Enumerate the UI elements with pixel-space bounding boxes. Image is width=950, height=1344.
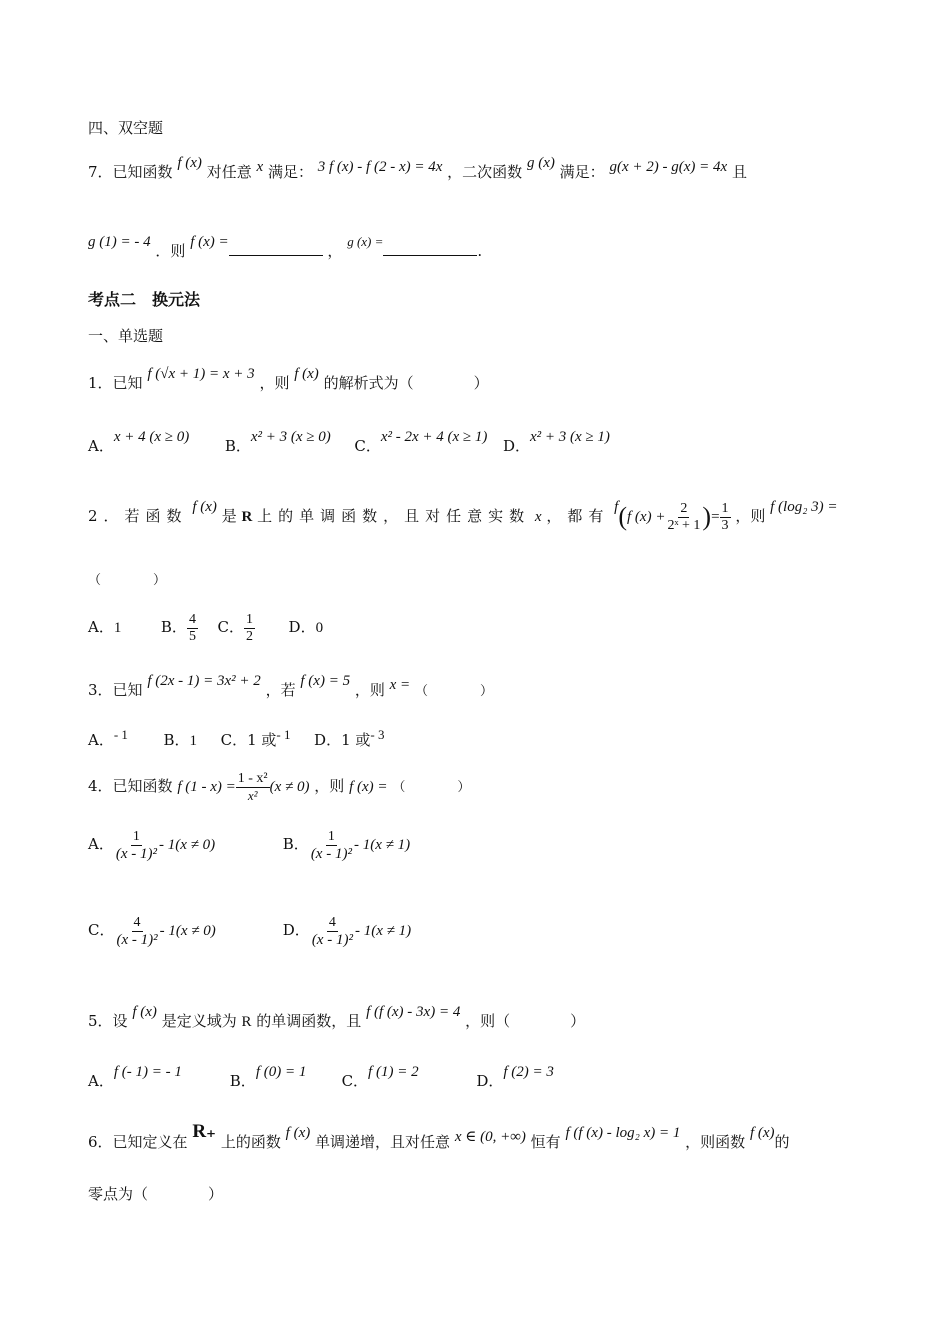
option-expr: 0: [315, 620, 324, 636]
q3-given: f (2x - 1) = 3x² + 2: [147, 673, 261, 689]
q1-stem: [88, 366, 489, 394]
option-expr: - 1(x ≠ 0): [159, 923, 216, 939]
q7-text: ，二次函数: [447, 163, 523, 181]
q4-options-row1: [88, 822, 410, 867]
option-label: C．: [220, 731, 248, 749]
option-label: B．: [229, 1072, 256, 1090]
q5-option-a[interactable]: [88, 1064, 225, 1092]
q4-paren: （ ）: [392, 780, 471, 795]
option-expr: f (2) = 3: [503, 1064, 554, 1080]
q7-text: 满足：: [559, 163, 605, 181]
frac-numerator: 1: [132, 828, 140, 844]
q6-fx2: f (x): [749, 1125, 775, 1141]
q3-text: ，若: [265, 681, 296, 699]
q5-option-b[interactable]: [229, 1064, 337, 1092]
q1-number: 1．已知: [88, 374, 143, 392]
q6-domain: x ∈ (0, +∞): [454, 1129, 526, 1145]
q7-gx-ask: g (x) =: [347, 234, 384, 249]
q1-fx: f (x): [294, 366, 319, 382]
q2-f-outer: f: [614, 499, 619, 515]
q2-option-c[interactable]: [217, 611, 255, 644]
q2-open-paren: (: [618, 502, 627, 531]
option-label: B．: [224, 437, 251, 455]
frac-numerator: 2: [680, 500, 688, 516]
q7-number: 7．已知函数: [88, 163, 173, 181]
option-expr: - 1(x ≠ 1): [354, 923, 412, 939]
option-expr: 1: [189, 733, 198, 749]
q3-stem: [88, 673, 493, 702]
frac-denominator: 2: [245, 628, 253, 644]
q4-option-b[interactable]: [282, 828, 411, 862]
q2-text: 上的单调函数，且对任意实数: [257, 507, 531, 525]
q6-fx: f (x): [285, 1125, 311, 1141]
q2-x: x: [534, 509, 542, 525]
q7-fx-ask: f (x) =: [190, 234, 229, 250]
q5-number: 5．设: [88, 1012, 128, 1030]
frac-numerator: 1 - x²: [237, 770, 268, 786]
option-frac: [114, 829, 159, 862]
q1-option-d[interactable]: [502, 429, 610, 455]
q1-text: ，则: [259, 374, 290, 392]
q7-period: .: [477, 242, 483, 260]
q2-number: 2．若函数: [88, 507, 188, 525]
q5-fx: f (x): [132, 1004, 157, 1020]
option-expr: - 1: [113, 727, 128, 742]
q3-options: [88, 727, 385, 751]
q1-text: 的解析式为（ ）: [323, 374, 489, 392]
option-label: D．: [502, 437, 530, 455]
frac-numerator: 1: [245, 611, 253, 627]
option-label: A．: [88, 835, 114, 853]
frac-denominator: (x - 1)²: [311, 931, 353, 948]
frac-denominator: 5: [188, 628, 196, 644]
frac-numerator: 4: [133, 914, 141, 930]
option-expr: f (- 1) = - 1: [113, 1064, 182, 1080]
option-label: C．: [354, 437, 381, 455]
q2-frac: [665, 501, 702, 534]
option-expr: f (1) = 2: [368, 1064, 419, 1080]
q7-gx: g (x): [526, 155, 555, 171]
q2-inner: f (x) +: [627, 509, 666, 525]
q7-eq2: g(x + 2) - g(x) = 4x: [609, 159, 728, 175]
option-value: - 3: [370, 727, 385, 742]
q7-fx: f (x): [177, 155, 202, 171]
q2-ask: f (log₂ 3) =: [770, 499, 838, 515]
q6-text: 上的函数: [220, 1133, 281, 1151]
q4-stem: [88, 764, 470, 810]
option-label: B．: [282, 835, 309, 853]
q2-option-a[interactable]: [88, 618, 121, 636]
option-expr: x² + 3 (x ≥ 0): [250, 429, 331, 445]
option-expr: f (0) = 1: [255, 1064, 307, 1080]
q7-blank-2[interactable]: [383, 241, 477, 256]
option-expr: x + 4 (x ≥ 0): [113, 429, 190, 445]
option-label: D．: [288, 618, 316, 636]
q2-close-paren: ): [702, 502, 712, 531]
q6-text: 恒有: [530, 1133, 561, 1151]
option-label: D．: [314, 731, 342, 749]
q5-stem: [88, 1004, 586, 1032]
frac-denominator: x²: [247, 787, 258, 803]
option-expr: 1 或: [341, 731, 371, 749]
option-label: B．: [163, 731, 190, 749]
q4-lhs: f (1 - x) =: [177, 779, 236, 795]
q7-comma: ，: [327, 242, 343, 260]
q4-ask: f (x) =: [349, 779, 388, 795]
option-frac: [310, 915, 355, 948]
frac-numerator: 4: [188, 611, 196, 627]
option-expr: 1 或: [247, 731, 277, 749]
q1-given: f (√x + 1) = x + 3: [147, 366, 255, 382]
option-expr: x² + 3 (x ≥ 1): [529, 429, 610, 445]
q2-fx: f (x): [192, 499, 217, 515]
q6-text: 单调递增，且对任意: [315, 1133, 451, 1151]
q5-option-c[interactable]: [341, 1064, 472, 1092]
option-label: A．: [88, 731, 114, 749]
q3-paren: （ ）: [414, 684, 493, 699]
option-frac: [309, 829, 354, 862]
option-expr: - 1(x ≠ 1): [353, 837, 411, 853]
q1-option-c[interactable]: [354, 429, 488, 455]
q4-frac: [236, 771, 270, 804]
q6-line2: 零点为（ ）: [88, 1185, 224, 1203]
q2-rhs-frac: [720, 501, 731, 534]
section-title-single-choice: 一、单选题: [88, 327, 164, 345]
q7-condition: g (1) = - 4: [88, 234, 151, 250]
kaodian-title: 考点二 换元法: [88, 290, 201, 309]
option-label: B．: [160, 618, 187, 636]
q4-text: ，则: [314, 777, 345, 795]
q7-line2: [88, 234, 483, 262]
frac-numerator: 1: [721, 500, 729, 516]
q2-text: ，则: [735, 507, 766, 525]
q5-text: ，则（ ）: [465, 1012, 586, 1030]
section-title-double-blank: 四、双空题: [88, 119, 164, 137]
q1-option-a[interactable]: [88, 429, 190, 455]
frac-numerator: 4: [328, 914, 336, 930]
q4-number: 4．已知函数: [88, 777, 173, 795]
option-expr: x² - 2x + 4 (x ≥ 1): [380, 429, 488, 445]
frac-denominator: 3: [721, 517, 729, 533]
option-label: A．: [88, 1072, 114, 1090]
q4-cond: (x ≠ 0): [269, 779, 310, 795]
q2-options: [88, 605, 323, 650]
q6-text: ，则函数: [685, 1133, 746, 1151]
q5-given: f (f (x) - 3x) = 4: [366, 1004, 461, 1020]
q3-option-b[interactable]: [164, 731, 198, 749]
q6-text: 的: [774, 1133, 790, 1151]
frac-denominator: (x - 1)²: [115, 845, 157, 862]
frac-denominator: (x - 1)²: [310, 845, 352, 862]
q4-option-d[interactable]: [282, 914, 412, 948]
q7-text: 且: [731, 163, 747, 181]
option-label: D．: [282, 921, 310, 939]
q2-R: R: [241, 509, 253, 525]
option-label: C．: [217, 618, 244, 636]
q6-Rplus: R₊: [192, 1121, 217, 1142]
q5-text: 是定义域为: [161, 1012, 237, 1030]
q4-options-row2: [88, 908, 411, 953]
q2-option-d[interactable]: [289, 618, 324, 636]
q7-text: 对任意: [206, 163, 252, 181]
option-frac: [244, 612, 255, 645]
q4-option-c[interactable]: [88, 908, 278, 953]
q2-eq: =: [711, 509, 720, 525]
q3-number: 3．已知: [88, 681, 143, 699]
option-label: A．: [88, 618, 114, 636]
q6-given: f (f (x) - log₂ x) = 1: [565, 1125, 681, 1141]
q2-stem: [88, 494, 838, 539]
q5-option-d[interactable]: [476, 1064, 554, 1090]
q5-text: 的单调函数，且: [256, 1012, 362, 1030]
option-frac: [187, 612, 198, 645]
q3-option-a[interactable]: [88, 727, 128, 749]
option-label: A．: [88, 437, 114, 455]
q6-number: 6．已知定义在: [88, 1133, 188, 1151]
q3-option-d[interactable]: [314, 727, 385, 749]
q7-blank-1[interactable]: [229, 241, 323, 256]
q7-eq1: 3 f (x) - f (2 - x) = 4x: [317, 159, 443, 175]
q2-option-b[interactable]: [160, 611, 198, 644]
option-expr: - 1(x ≠ 0): [158, 837, 216, 853]
q2-paren: （ ）: [88, 573, 167, 588]
option-value: - 1: [276, 727, 291, 742]
option-label: C．: [88, 921, 115, 939]
q5-R: R: [241, 1014, 252, 1030]
q4-option-a[interactable]: [88, 822, 278, 867]
q3-ask: x =: [389, 677, 411, 693]
option-label: D．: [476, 1072, 504, 1090]
frac-numerator: 1: [327, 828, 335, 844]
q3-option-c[interactable]: [220, 727, 291, 749]
q1-option-b[interactable]: [224, 429, 331, 455]
q2-text: ，都有: [546, 507, 610, 525]
option-frac: [114, 915, 159, 948]
frac-denominator: (x - 1)²: [116, 931, 158, 948]
q7-x: x: [256, 159, 264, 175]
q3-text: ，则: [354, 681, 385, 699]
q1-options: [88, 429, 610, 457]
frac-denominator: 2ˣ + 1: [667, 517, 701, 533]
option-expr: 1: [113, 620, 122, 636]
q7-text: ．则: [155, 242, 186, 260]
q2-text: 是: [221, 507, 237, 525]
q6-stem: [88, 1121, 790, 1153]
option-label: C．: [341, 1072, 369, 1090]
q7-line1: [88, 155, 747, 183]
q7-text: 满足：: [267, 163, 313, 181]
q5-options: [88, 1064, 554, 1092]
q3-condition: f (x) = 5: [300, 673, 351, 689]
